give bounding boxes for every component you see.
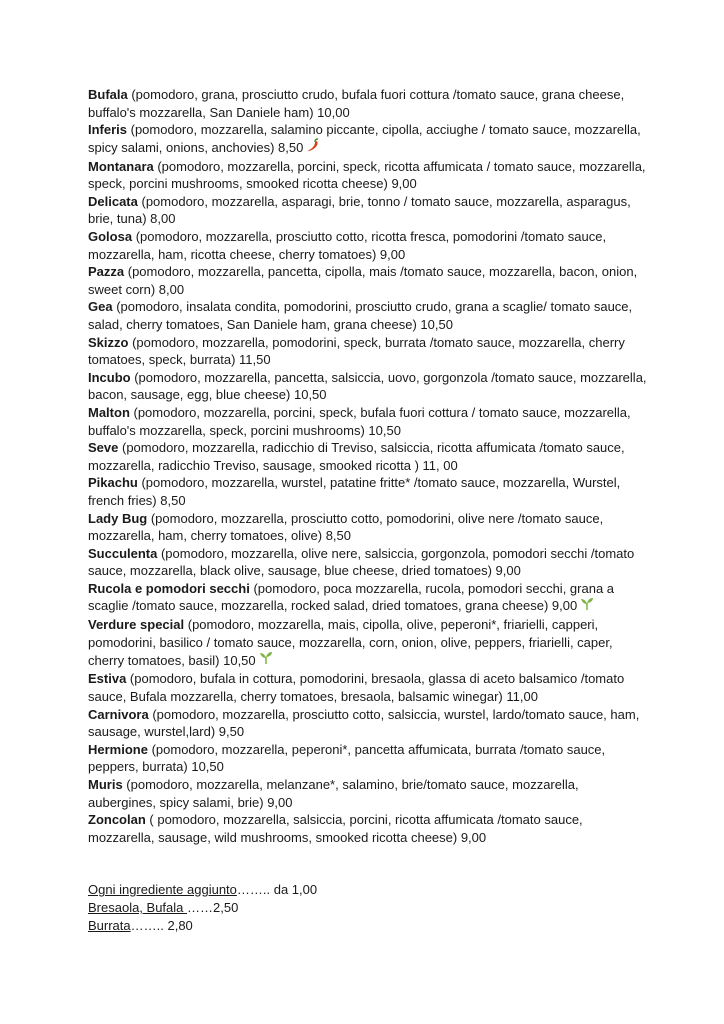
menu-item — [88, 404, 648, 439]
item-name: Skizzo — [88, 334, 129, 350]
item-description: (pomodoro, mozzarella, pomodorini, speck, burrata /tomato sauce, mozzarella, cherry tomatoes, speck, burrata) 11,50 — [88, 334, 625, 368]
item-name: Verdure special — [88, 617, 185, 633]
item-description: (pomodoro, mozzarella, porcini, speck, ricotta affumicata / tomato sauce, mozzarella, speck, porcini mushrooms, smooked ricotta cheese) 9,00 — [88, 158, 646, 192]
menu-item — [88, 811, 648, 846]
menu-item — [88, 545, 648, 580]
item-description: (pomodoro, mozzarella, prosciutto cotto, salsiccia, wurstel, lardo/tomato sauce, ham, sausage, wurstel,lard) 9,50 — [88, 706, 640, 740]
item-description: (pomodoro, grana, prosciutto crudo, bufala fuori cottura /tomato sauce, grana cheese, buffalo's mozzarella, San Daniele ham) 10,00 — [88, 87, 625, 120]
item-name: Seve — [88, 440, 119, 456]
item-name: Estiva — [88, 671, 127, 687]
item-description: (pomodoro, mozzarella, prosciutto cotto, pomodorini, olive nere /tomato sauce, mozzarella, ham, cherry tomatoes, olive) 8,50 — [88, 510, 604, 544]
item-name: Delicata — [88, 193, 138, 209]
item-description: ( pomodoro, mozzarella, salsiccia, porcini, ricotta affumicata /tomato sauce, mozzarella, sausage, wild mushrooms, smooked ricotta cheese) 9,00 — [88, 812, 583, 845]
menu-item — [88, 369, 648, 404]
item-description: (pomodoro, mozzarella, pancetta, salsiccia, uovo, gorgonzola /tomato sauce, mozzarella, bacon, sausage, egg, blue cheese) 10,50 — [88, 369, 647, 403]
menu-item — [88, 741, 648, 776]
extra-label: Bresaola, Bufala — [88, 899, 188, 915]
menu-item — [88, 776, 648, 811]
menu-item — [88, 334, 648, 369]
seedling-icon — [259, 651, 273, 670]
item-name: Rucola e pomodori secchi — [88, 580, 250, 596]
item-description: (pomodoro, mozzarella, porcini, speck, bufala fuori cottura / tomato sauce, mozzarella, buffalo's mozzarella, speck, porcini mushrooms) 10,50 — [88, 404, 631, 438]
menu-item — [88, 158, 648, 193]
item-name: Incubo — [88, 369, 131, 385]
extra-price: …….. 2,80 — [130, 917, 193, 933]
item-description: (pomodoro, insalata condita, pomodorini, prosciutto crudo, grana a scaglie/ tomato sauce, salad, cherry tomatoes, San Daniele ham, grana cheese) 10,50 — [88, 299, 633, 332]
menu-item — [88, 670, 648, 705]
extras-section — [88, 881, 648, 934]
pizza-list — [88, 86, 648, 846]
item-description: (pomodoro, mozzarella, asparagi, brie, tonno / tomato sauce, mozzarella, asparagus, brie, tuna) 8,00 — [88, 193, 631, 227]
item-description: (pomodoro, mozzarella, olive nere, salsiccia, gorgonzola, pomodori secchi /tomato sauce, mozzarella, black olive, sausage, blue cheese, dried tomatoes) 9,00 — [88, 545, 635, 579]
extra-price: ……2,50 — [187, 899, 239, 915]
menu-document — [88, 86, 648, 934]
menu-item — [88, 439, 648, 474]
item-description: (pomodoro, mozzarella, wurstel, patatine fritte* /tomato sauce, mozzarella, Wurstel, french fries) 8,50 — [88, 475, 621, 508]
item-name: Montanara — [88, 158, 154, 174]
seedling-icon — [580, 597, 594, 616]
item-name: Succulenta — [88, 545, 158, 561]
item-description: (pomodoro, mozzarella, melanzane*, salamino, brie/tomato sauce, mozzarella, aubergines, spicy salami, brie) 9,00 — [88, 776, 579, 810]
item-name: Golosa — [88, 229, 133, 245]
item-description: (pomodoro, mozzarella, pancetta, cipolla, mais /tomato sauce, mozzarella, bacon, onion, sweet corn) 8,00 — [88, 264, 638, 297]
item-name: Lady Bug — [88, 510, 148, 526]
item-name: Muris — [88, 776, 123, 792]
item-name: Hermione — [88, 741, 148, 757]
menu-item — [88, 580, 648, 616]
item-name: Pikachu — [88, 475, 138, 491]
menu-item — [88, 706, 648, 741]
extra-label: Burrata — [88, 917, 131, 933]
item-name: Malton — [88, 404, 130, 420]
menu-item — [88, 263, 648, 298]
item-name: Bufala — [88, 87, 128, 102]
item-description: (pomodoro, bufala in cottura, pomodorini, bresaola, glassa di aceto balsamico /tomato sauce, Bufala mozzarella, cherry tomatoes, bresaola, balsamic winegar) 11,00 — [88, 671, 625, 704]
extra-line-bresaola-bufala — [88, 899, 648, 917]
menu-item — [88, 193, 648, 228]
item-description: (pomodoro, mozzarella, peperoni*, pancetta affumicata, burrata /tomato sauce, peppers, burrata) 10,50 — [88, 741, 606, 775]
menu-item — [88, 121, 648, 157]
item-name: Carnivora — [88, 706, 149, 722]
extra-price: …….. da 1,00 — [236, 882, 318, 898]
menu-item — [88, 86, 648, 121]
item-description: (pomodoro, mozzarella, prosciutto cotto, ricotta fresca, pomodorini /tomato sauce, mozzarella, ham, ricotta cheese, cherry tomatoes) 9,00 — [88, 229, 607, 262]
item-description: (pomodoro, mozzarella, radicchio di Treviso, salsiccia, ricotta affumicata /tomato sauce, mozzarella, radicchio Treviso, sausage, smooked ricotta ) 11, 00 — [88, 440, 625, 473]
extra-line-burrata — [88, 917, 648, 935]
extra-line-ingredient — [88, 881, 648, 899]
menu-item — [88, 228, 648, 263]
item-description: (pomodoro, poca mozzarella, rucola, pomodori secchi, grana a scaglie /tomato sauce, mozzarella, rocked salad, dried tomatoes, grana cheese) 9,00 — [88, 580, 615, 614]
item-name: Inferis — [88, 122, 128, 138]
item-description: (pomodoro, mozzarella, salamino piccante, cipolla, acciughe / tomato sauce, mozzarella, spicy salami, onions, anchovies) 8,50 — [88, 122, 641, 155]
item-name: Pazza — [88, 264, 125, 280]
item-description: (pomodoro, mozzarella, mais, cipolla, olive, peperoni*, friarielli, capperi, pomodorini, basilico / tomato sauce, mozzarella, corn, onion, olive, peppers, friarielli, caper, cherry tomatoes, basil) 10,50 — [88, 617, 613, 668]
extra-label: Ogni ingrediente aggiunto — [88, 882, 237, 898]
menu-item — [88, 298, 648, 333]
menu-item — [88, 474, 648, 509]
menu-item — [88, 510, 648, 545]
item-name: Zoncolan — [88, 812, 146, 828]
chili-pepper-icon — [306, 138, 320, 157]
menu-item — [88, 616, 648, 670]
item-name: Gea — [88, 299, 113, 315]
